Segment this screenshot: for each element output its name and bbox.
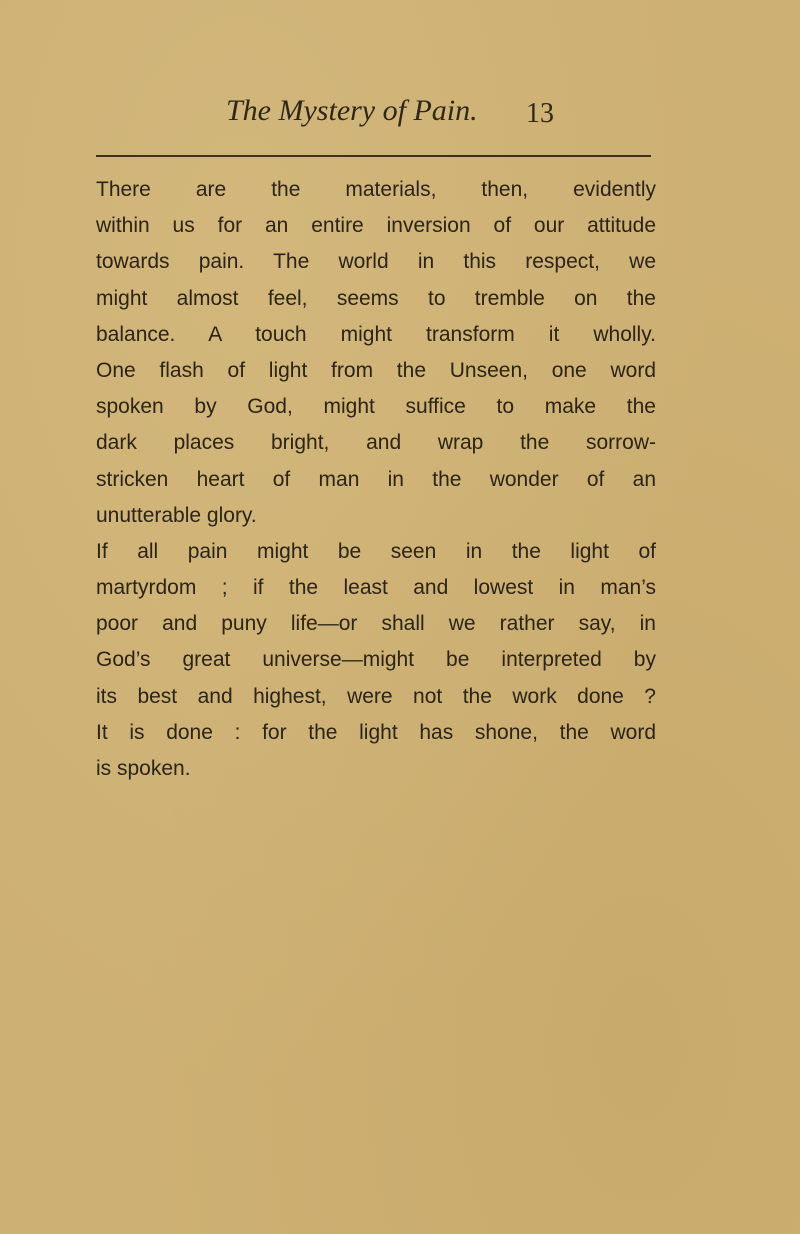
text-line: is spoken.	[96, 757, 191, 780]
text-line: spoken by God, might suffice to make the	[96, 395, 656, 419]
text-line: There are the materials, then, evidently	[96, 178, 656, 201]
body-text	[96, 172, 656, 787]
text-line: towards pain. The world in this respect, we	[96, 250, 656, 274]
text-line: balance. A touch might transform it wholly.	[96, 322, 656, 346]
header-rule	[96, 155, 651, 157]
text-line: If all pain might be seen in the light of	[96, 539, 656, 563]
text-line: unutterable glory.	[96, 503, 257, 527]
text-line: God’s great universe—might be interpreted by	[96, 648, 656, 672]
page-number: 13	[526, 98, 554, 129]
text-line: might almost feel, seems to tremble on the	[96, 286, 656, 310]
text-line: martyrdom ; if the least and lowest in man’s	[96, 576, 656, 600]
text-line: within us for an entire inversion of our attitude	[96, 214, 656, 238]
text-line: One flash of light from the Unseen, one word	[96, 358, 656, 382]
text-line: poor and puny life—or shall we rather say, in	[96, 612, 656, 636]
text-line: It is done : for the light has shone, the word	[96, 720, 656, 744]
text-line: dark places bright, and wrap the sorrow-	[96, 431, 656, 455]
text-line: its best and highest, were not the work done ?	[96, 684, 656, 708]
running-header	[96, 94, 656, 158]
text-line: stricken heart of man in the wonder of an	[96, 467, 656, 491]
running-title: The Mystery of Pain.	[226, 94, 478, 127]
